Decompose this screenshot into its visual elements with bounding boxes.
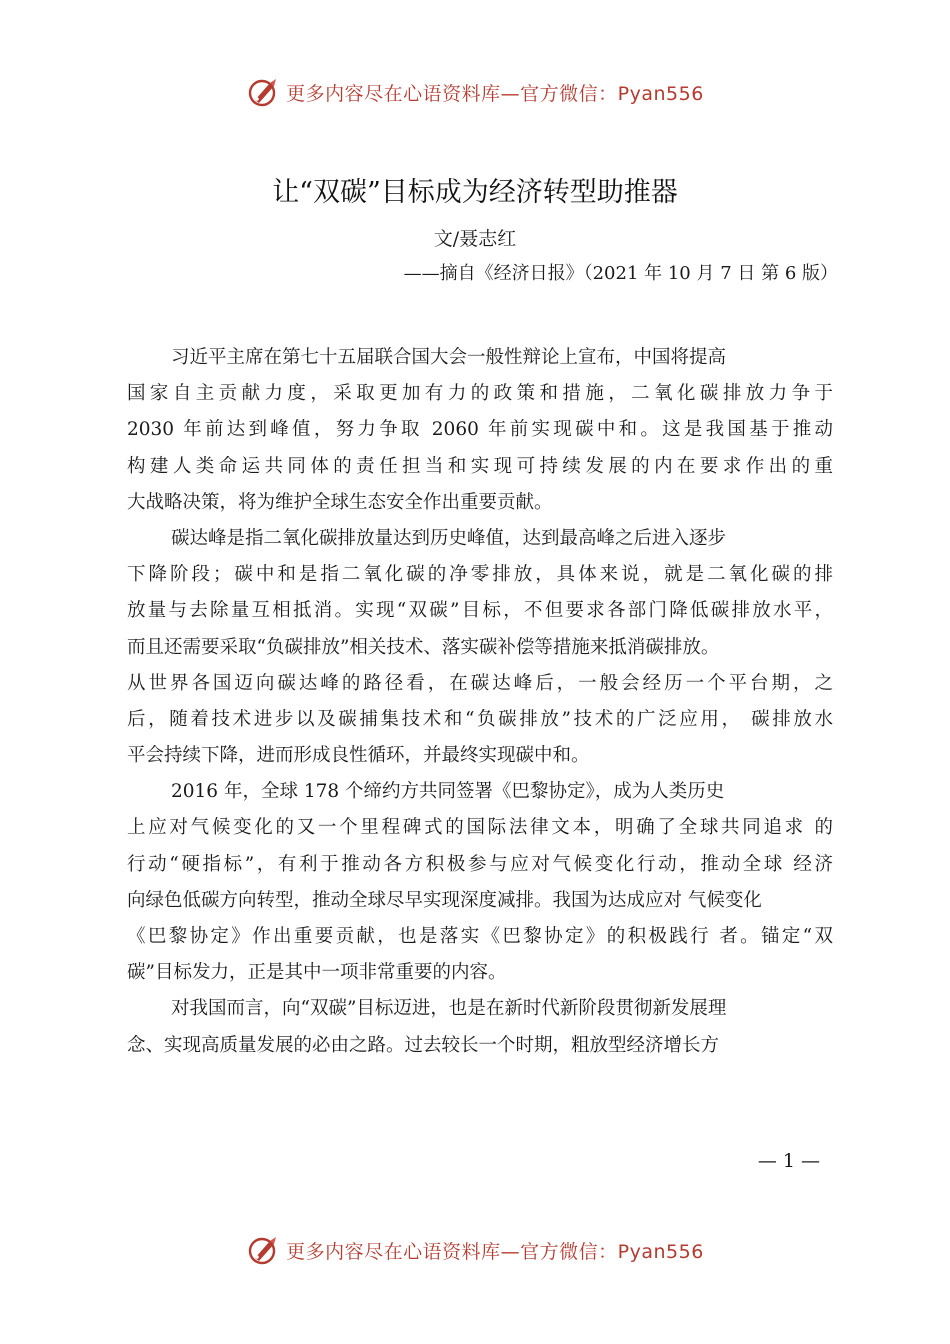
document-author: 文/聂志红 — [433, 228, 517, 250]
document-source: ——摘自《经济日报》（2021 年 10 月 7 日 第 6 版） — [403, 263, 838, 284]
paragraph — [127, 774, 833, 991]
text-line: 碳达峰是指二氧化碳排放量达到历史峰值，达到最高峰之后进入逐步 — [171, 527, 727, 549]
pen-nib-logo-icon — [246, 1233, 280, 1267]
pen-nib-logo-icon — [246, 75, 280, 109]
text-line: 大战略决策，将为维护全球生态安全作出重要贡献。 — [127, 491, 553, 513]
text-line: 对我国而言，向“双碳”目标迈进，也是在新时代新阶段贯彻新发展理 — [171, 998, 727, 1020]
document-body — [127, 340, 833, 1064]
text-line: 习近平主席在第七十五届联合国大会一般性辩论上宣布，中国将提高 — [171, 347, 727, 368]
text-line: 念、实现高质量发展的必由之路。过去较长一个时期，粗放型经济增长方 — [127, 1034, 720, 1056]
text-line: 2030 年前达到峰值，努力争取 2060 年前实现碳中和。这是我国基于推动 — [127, 419, 833, 441]
text-line: 下降阶段；碳中和是指二氧化碳的净零排放，具体来说，就是二氧化碳的排 — [127, 564, 833, 586]
text-line: 放量与去除量互相抵消。实现“双碳”目标，不但要求各部门降低碳排放水平， — [127, 600, 833, 622]
page-number: — 1 — — [757, 1150, 820, 1172]
text-line: 2016 年，全球 178 个缔约方共同签署《巴黎协定》，成为人类历史 — [171, 781, 725, 803]
banner-text: 更多内容尽在心语资料库—官方微信：Pyan556 — [286, 82, 704, 105]
paragraph — [127, 340, 833, 521]
header-banner — [0, 70, 950, 114]
document-title: 让“双碳”目标成为经济转型助推器 — [272, 177, 678, 208]
text-line: 行动“硬指标”，有利于推动各方积极参与应对气候变化行动，推动全球 经济 — [127, 853, 833, 875]
paragraph — [127, 521, 833, 774]
text-line: 向绿色低碳方向转型，推动全球尽早实现深度减排。我国为达成应对 气候变化 — [127, 889, 762, 911]
text-line: 而且还需要采取“负碳排放”相关技术、落实碳补偿等措施来抵消碳排放。 — [127, 636, 720, 658]
text-line: 从世界各国迈向碳达峰的路径看，在碳达峰后，一般会经历一个平台期，之 — [127, 672, 833, 694]
text-line: 《巴黎协定》作出重要贡献，也是落实《巴黎协定》的积极践行 者。锚定“双 — [127, 926, 833, 947]
footer-banner — [0, 1228, 950, 1272]
text-line: 后，随着技术进步以及碳捕集技术和“负碳排放”技术的广泛应用， 碳排放水 — [127, 708, 833, 730]
paragraph — [127, 991, 833, 1063]
text-line: 碳”目标发力，正是其中一项非常重要的内容。 — [127, 962, 507, 984]
text-line: 上应对气候变化的又一个里程碑式的国际法律文本，明确了全球共同追求 的 — [127, 817, 833, 839]
text-line: 国家自主贡献力度，采取更加有力的政策和措施，二氧化碳排放力争于 — [127, 383, 833, 405]
text-line: 构建人类命运共同体的责任担当和实现可持续发展的内在要求作出的重 — [127, 455, 833, 477]
banner-text: 更多内容尽在心语资料库—官方微信：Pyan556 — [286, 1240, 704, 1263]
text-line: 平会持续下降，进而形成良性循环，并最终实现碳中和。 — [127, 745, 590, 767]
